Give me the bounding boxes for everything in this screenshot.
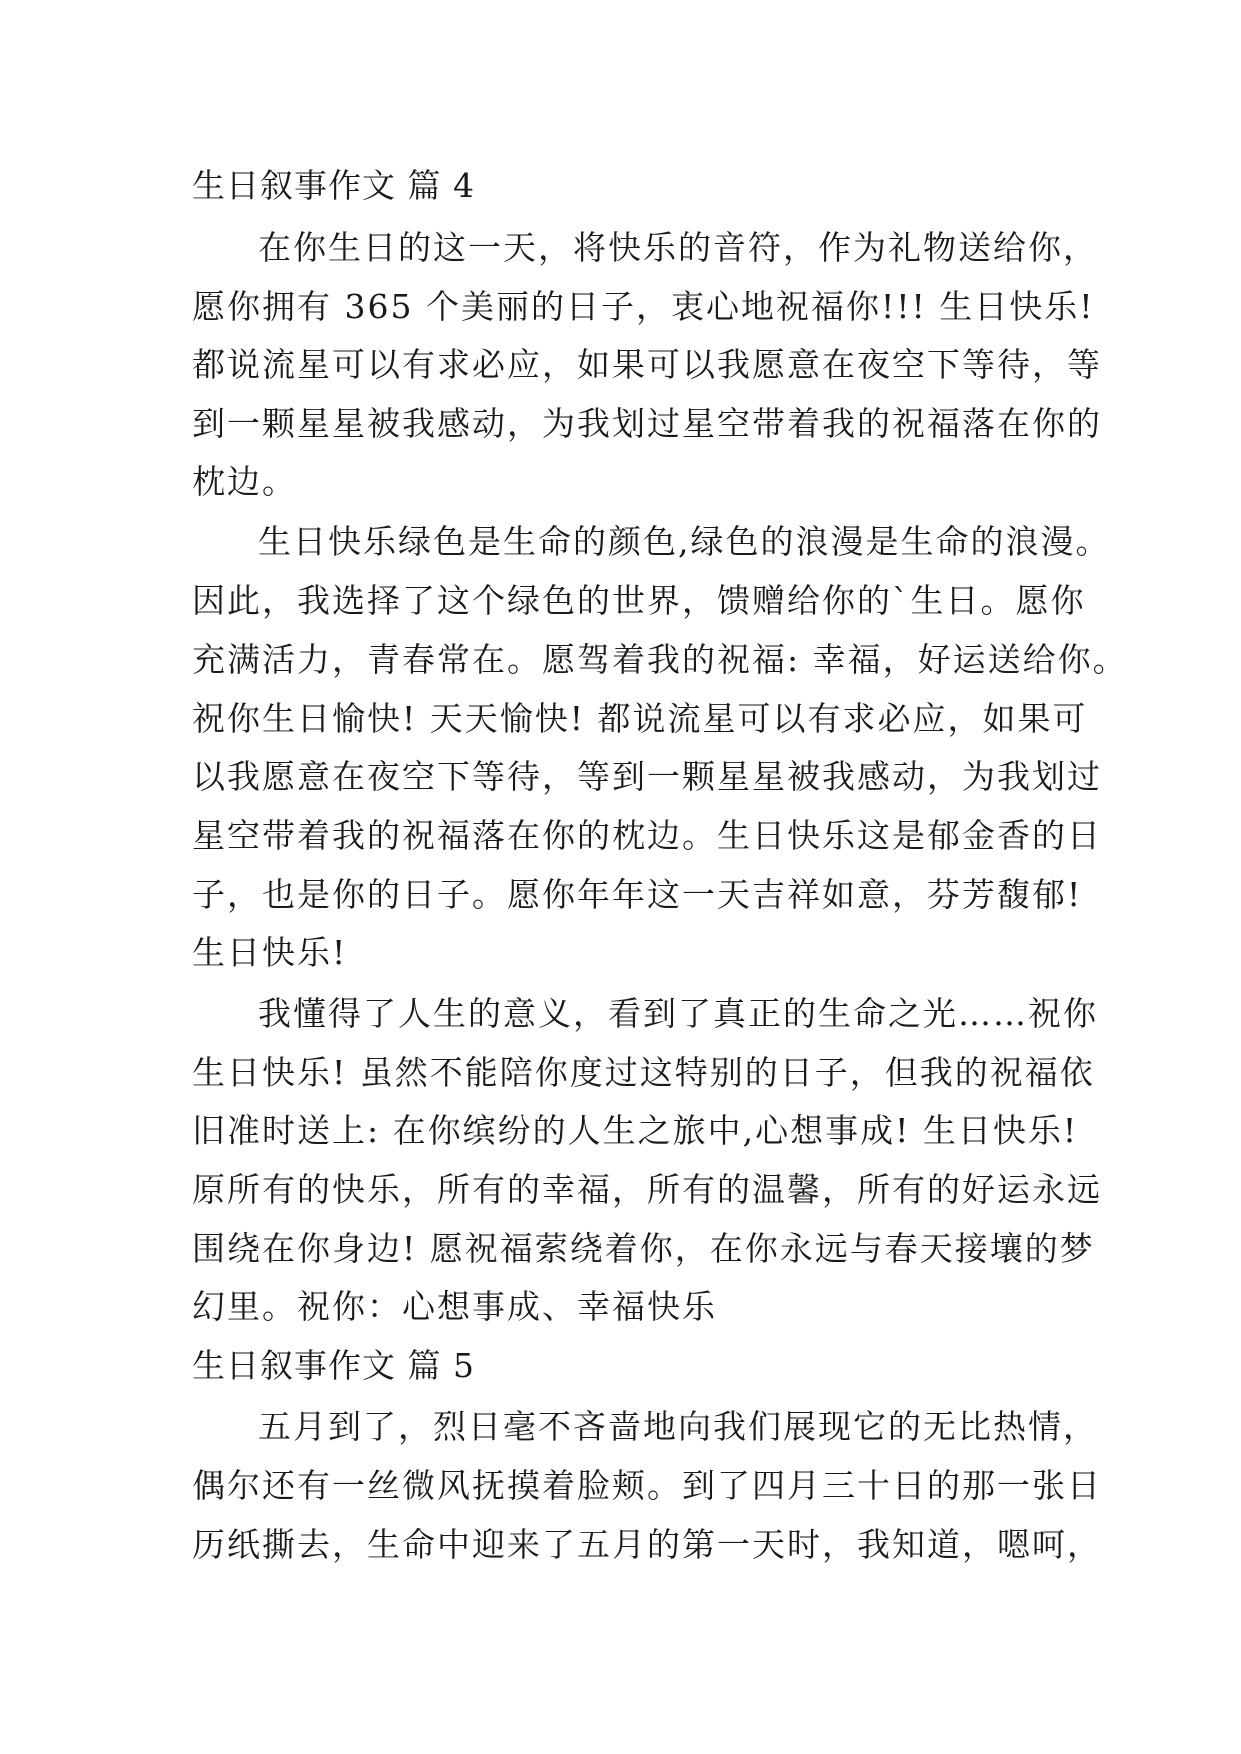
paragraph-line: 在你生日的这一天，将快乐的音符，作为礼物送给你， <box>258 228 1098 267</box>
paragraph-line: 都说流星可以有求必应，如果可以我愿意在夜空下等待，等 <box>192 345 1102 384</box>
paragraph-line: 祝你生日愉快! 天天愉快! 都说流星可以有求必应，如果可 <box>192 699 1088 738</box>
paragraph-line: 围绕在你身边! 愿祝福萦绕着你，在你永远与春天接壤的梦 <box>192 1229 1095 1268</box>
paragraph-line: 星空带着我的祝福落在你的枕边。生日快乐这是郁金香的日 <box>192 816 1102 855</box>
paragraph-line: 充满活力，青春常在。愿驾着我的祝福: 幸福，好运送给你。 <box>192 640 1128 679</box>
paragraph-line: 生日快乐! <box>192 933 348 972</box>
paragraph-line: 旧准时送上: 在你缤纷的人生之旅中,心想事成! 生日快乐! <box>192 1111 1079 1150</box>
section-4-heading: 生日叙事作文 篇 4 <box>192 166 475 205</box>
paragraph-line: 偶尔还有一丝微风抚摸着脸颊。到了四月三十日的那一张日 <box>192 1466 1102 1505</box>
paragraph-line: 愿你拥有 365 个美丽的日子，衷心地祝福你!!! 生日快乐! <box>192 287 1095 326</box>
paragraph-line: 子，也是你的日子。愿你年年这一天吉祥如意，芬芳馥郁! <box>192 875 1083 914</box>
section-5-heading: 生日叙事作文 篇 5 <box>192 1346 475 1385</box>
paragraph-line: 五月到了，烈日毫不吝啬地向我们展现它的无比热情， <box>258 1407 1098 1446</box>
paragraph-line: 生日快乐绿色是生命的颜色,绿色的浪漫是生命的浪漫。 <box>258 522 1111 561</box>
paragraph-line: 枕边。 <box>192 462 297 501</box>
paragraph-line: 以我愿意在夜空下等待，等到一颗星星被我感动，为我划过 <box>192 757 1102 796</box>
paragraph-line: 到一颗星星被我感动，为我划过星空带着我的祝福落在你的 <box>192 404 1102 443</box>
paragraph-line: 我懂得了人生的意义，看到了真正的生命之光……祝你 <box>258 994 1098 1033</box>
paragraph-line: 历纸撕去，生命中迎来了五月的第一天时，我知道，嗯呵， <box>192 1525 1102 1564</box>
paragraph-line: 生日快乐! 虽然不能陪你度过这特别的日子，但我的祝福依 <box>192 1053 1095 1092</box>
paragraph-line: 原所有的快乐，所有的幸福，所有的温馨，所有的好运永远 <box>192 1170 1102 1209</box>
paragraph-line: 因此，我选择了这个绿色的世界，馈赠给你的`生日。愿你 <box>192 581 1086 620</box>
paragraph-line: 幻里。祝你：心想事成、幸福快乐 <box>192 1287 717 1326</box>
